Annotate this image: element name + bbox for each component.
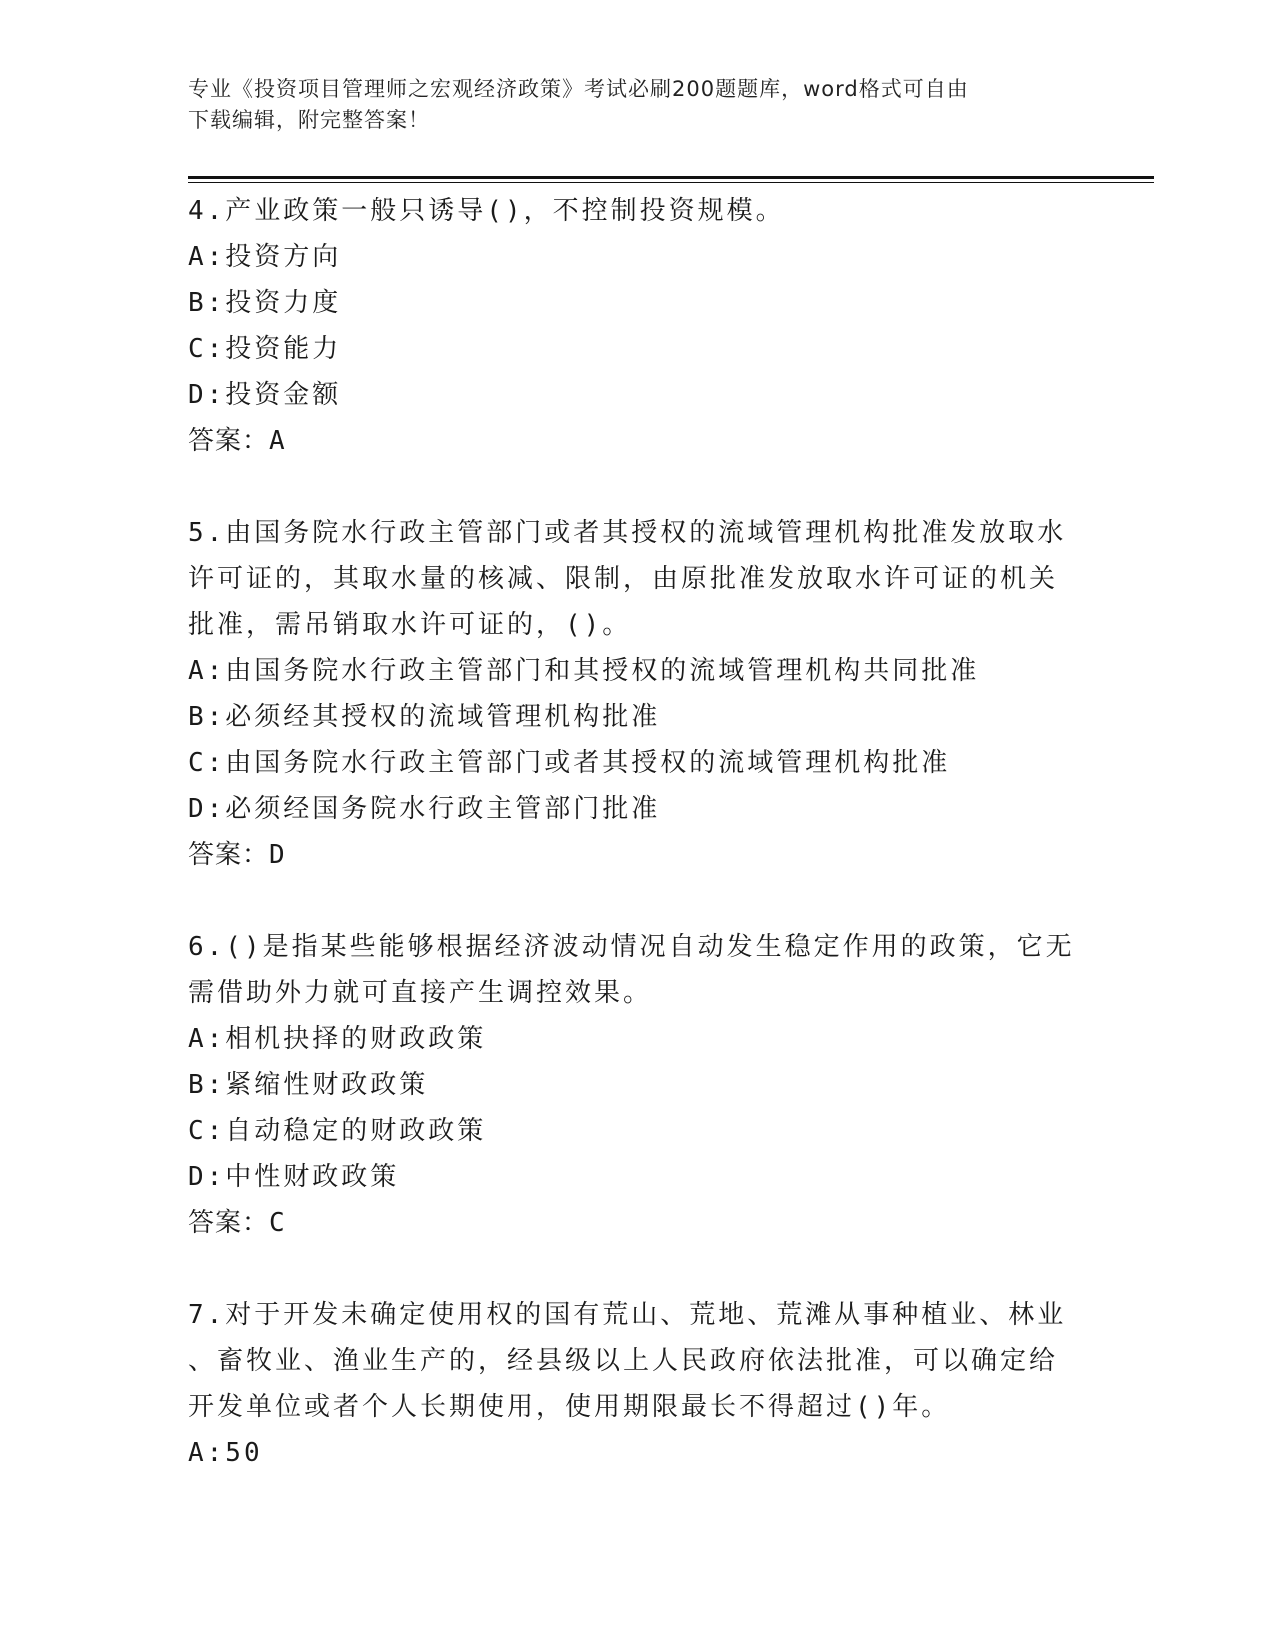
header-divider-thin	[188, 182, 1154, 183]
answer-line	[188, 418, 1068, 464]
header-line-2: 下载编辑，附完整答案！	[188, 108, 430, 132]
answer-option: A:由国务院水行政主管部门和其授权的流域管理机构共同批准	[188, 656, 980, 686]
answer-line	[188, 832, 1068, 878]
answer-label: 答案：	[188, 426, 270, 456]
question-stem-line: 需借助外力就可直接产生调控效果。	[188, 978, 653, 1008]
answer-line	[188, 1200, 1068, 1246]
question-block	[188, 188, 1068, 464]
question-stem-line: 6.()是指某些能够根据经济波动情况自动发生稳定作用的政策，它无	[188, 932, 1075, 962]
question-stem-line: 许可证的，其取水量的核减、限制，由原批准发放取水许可证的机关	[188, 564, 1059, 594]
question-block	[188, 1292, 1068, 1476]
answer-label: 答案：	[188, 1208, 270, 1238]
question-stem-line: 5.由国务院水行政主管部门或者其授权的流域管理机构批准发放取水	[188, 518, 1067, 548]
answer-option: D:必须经国务院水行政主管部门批准	[188, 794, 661, 824]
answer-option: C:投资能力	[188, 334, 342, 364]
answer-option: B:投资力度	[188, 288, 342, 318]
header-line-1: 专业《投资项目管理师之宏观经济政策》考试必刷200题题库，word格式可自由	[188, 77, 969, 101]
question-stem-line: 4.产业政策一般只诱导()，不控制投资规模。	[188, 196, 785, 226]
answer-option: A:投资方向	[188, 242, 342, 272]
question-stem-line: 批准，需吊销取水许可证的，()。	[188, 610, 632, 640]
question-stem-line: 、畜牧业、渔业生产的，经县级以上人民政府依法批准，可以确定给	[188, 1346, 1059, 1376]
answer-label: 答案：	[188, 840, 270, 870]
question-stem-line: 开发单位或者个人长期使用，使用期限最长不得超过()年。	[188, 1392, 951, 1422]
question-stem	[188, 1292, 1068, 1430]
question-block	[188, 510, 1068, 878]
answer-option: C:自动稳定的财政政策	[188, 1116, 487, 1146]
question-block	[188, 924, 1075, 1246]
question-stem-line: 7.对于开发未确定使用权的国有荒山、荒地、荒滩从事种植业、林业	[188, 1300, 1067, 1330]
answer-option: B:必须经其授权的流域管理机构批准	[188, 702, 661, 732]
question-stem	[188, 924, 1075, 1016]
answer-option: A:相机抉择的财政政策	[188, 1024, 487, 1054]
question-stem	[188, 510, 1068, 648]
answer-option: A:50	[188, 1438, 263, 1468]
question-list	[188, 188, 1075, 1522]
question-stem	[188, 188, 1068, 234]
answer-option: D:投资金额	[188, 380, 342, 410]
answer-value: D	[269, 840, 286, 870]
document-header	[188, 74, 1088, 136]
answer-value: C	[269, 1208, 286, 1238]
answer-option: B:紧缩性财政政策	[188, 1070, 429, 1100]
answer-option: C:由国务院水行政主管部门或者其授权的流域管理机构批准	[188, 748, 951, 778]
answer-value: A	[269, 426, 286, 456]
header-divider-thick	[188, 176, 1154, 179]
answer-option: D:中性财政政策	[188, 1162, 400, 1192]
